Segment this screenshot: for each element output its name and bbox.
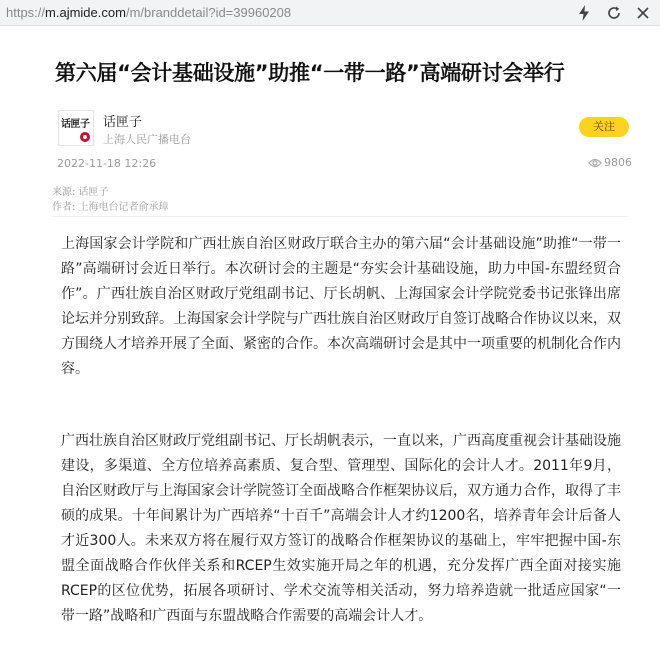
close-icon[interactable] <box>634 4 652 22</box>
url-text[interactable] <box>6 5 291 21</box>
eye-icon <box>588 157 602 169</box>
publish-date: 2022-11-18 12:26 <box>57 157 157 170</box>
url-scheme: https:// <box>6 5 46 20</box>
article-title: 第六届“会计基础设施”助推“一带一路”高端研讨会举行 <box>55 61 565 85</box>
address-bar[interactable] <box>0 0 660 26</box>
article-paragraph: 广西壮族自治区财政厅党组副书记、厅长胡帆表示，一直以来，广西高度重视会计基础设施建设，多渠道、全方位培养高素质、复合型、管理型、国际化的会计人才。2011年9月，自治区财政厅与上海国家会计学院签订全面战略合作框架协议后，双方通力合作，取得了丰硕的成果。十年间累计为广西培养“十百千”高端会计人才约1200名，培养青年会计后备人才近300人。未来双方将在履行双方签订的战略合作框架协议的基础上，牢牢把握中国-东盟全面战略合作伙伴关系和RCEP生效实施开局之年的机遇，充分发挥广西全面对接实施RCEP的区位优势，拓展各项研讨、学术交流等相关活动，努力培养造就一批适应国家“一带一路”战略和广西面与东盟战略合作需要的高端会计人才。 <box>61 433 621 624</box>
author-avatar[interactable] <box>58 110 94 146</box>
article-source: 来源: 话匣子 <box>52 187 109 198</box>
url-host: m.ajmide.com <box>45 5 126 20</box>
divider <box>52 216 628 217</box>
article-paragraph: 上海国家会计学院和广西壮族自治区财政厅联合主办的第六届“会计基础设施”助推“一带一路”高端研讨会近日举行。本次研讨会的主题是“夯实会计基础设施，助力中国-东盟经贸合作”。广西壮族自治区财政厅党组副书记、厅长胡帆、上海国家会计学院党委书记张锋出席论坛并分别致辞。上海国家会计学院与广西壮族自治区财政厅自签订战略合作协议以来，双方围绕人才培养开展了全面、紧密的合作。本次高端研讨会是其中一项重要的机制化合作内容。 <box>61 236 621 377</box>
article-byline: 作者: 上海电台记者俞承璋 <box>52 202 169 213</box>
view-count-value: 9806 <box>604 156 632 169</box>
author-name[interactable]: 话匣子 <box>103 115 143 130</box>
author-subtitle: 上海人民广播电台 <box>103 133 191 146</box>
lightning-icon[interactable] <box>575 4 593 22</box>
broadcast-logo-icon <box>79 131 91 143</box>
author-logo-text: 话匣子 <box>61 119 90 130</box>
refresh-icon[interactable] <box>605 4 623 22</box>
follow-button[interactable]: 关注 <box>579 117 629 137</box>
url-path: /m/branddetail?id=39960208 <box>125 5 292 20</box>
